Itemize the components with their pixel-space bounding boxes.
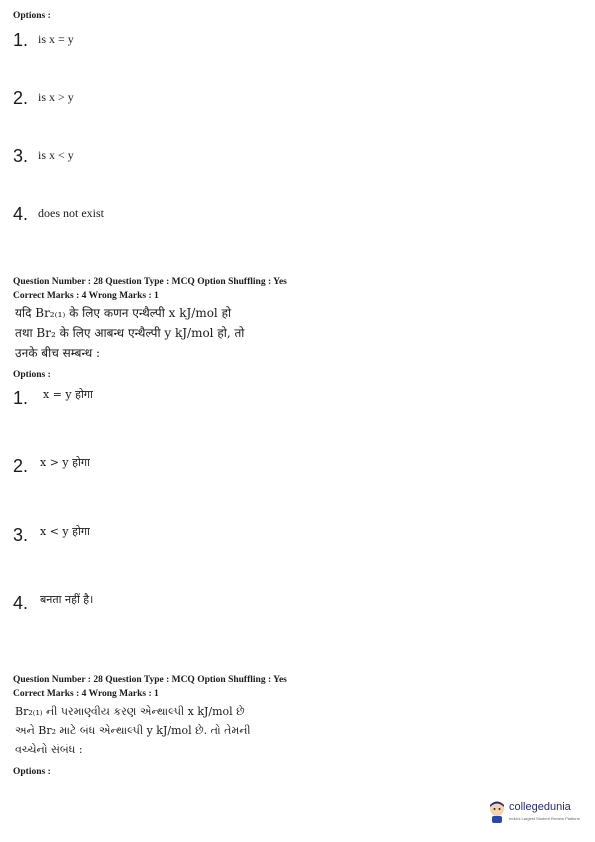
question-line: અને Br₂ માટે બંધ એન્થાલ્પી y kJ/mol છે. તો તેમની — [15, 724, 251, 737]
option-text: x > y होगा — [40, 456, 90, 469]
marks-meta: Correct Marks : 4 Wrong Marks : 1 — [13, 689, 159, 699]
question-line: Br₂₍₁₎ ની પરમાણ્વીય કરણ એન્થાલ્પી x kJ/mol છે — [15, 705, 245, 718]
option-number: 3. — [13, 146, 29, 166]
question-line: तथा Br₂ के लिए आबन्ध एन्थैल्पी y kJ/mol हो, तो — [15, 326, 245, 340]
mascot-icon — [487, 800, 507, 824]
question-line: વચ્ચેનો સંબંધ : — [15, 743, 83, 756]
option-text: बनता नहीं है। — [40, 593, 94, 606]
option-number: 2. — [13, 456, 29, 476]
option-number: 1. — [13, 388, 29, 408]
options-label: Options : — [13, 370, 51, 380]
options-label: Options : — [13, 11, 51, 21]
option-number: 4. — [13, 204, 29, 224]
option-text: x < y होगा — [40, 525, 90, 538]
option-text: is x > y — [38, 90, 74, 104]
option-text: is x = y — [38, 32, 74, 46]
option-number: 4. — [13, 593, 29, 613]
question-line: यदि Br₂₍₁₎ के लिए कणन एन्थैल्पी x kJ/mol हो — [15, 306, 232, 320]
question-line: उनके बीच सम्बन्ध : — [15, 346, 101, 360]
marks-meta: Correct Marks : 4 Wrong Marks : 1 — [13, 291, 159, 301]
options-label: Options : — [13, 767, 51, 777]
option-text: is x < y — [38, 148, 74, 162]
option-number: 2. — [13, 88, 29, 108]
logo-wordmark: collegedunia — [509, 801, 571, 813]
option-text: does not exist — [38, 206, 104, 220]
option-text: x = y होगा — [43, 388, 93, 401]
question-meta: Question Number : 28 Question Type : MCQ Option Shuffling : Yes — [13, 277, 287, 287]
question-meta: Question Number : 28 Question Type : MCQ Option Shuffling : Yes — [13, 675, 287, 685]
logo-tagline: India's Largest Student Review Platform — [509, 816, 581, 821]
option-number: 1. — [13, 30, 29, 50]
collegedunia-logo[interactable] — [487, 796, 579, 832]
option-number: 3. — [13, 525, 29, 545]
